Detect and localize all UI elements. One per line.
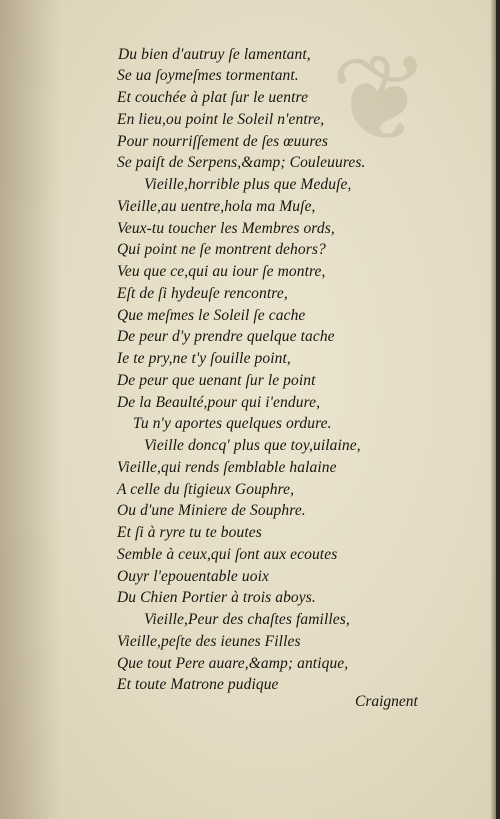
poem-line-4: En lieu,ou point le Soleil n'entre, xyxy=(117,111,325,128)
poem-line-6: Se paiſt de Serpens,&amp; Couleuures. xyxy=(117,154,366,171)
poem-line-13: Que meſmes le Soleil ſe cache xyxy=(117,307,306,324)
poem-line-25: Ouyr l'epouentable uoix xyxy=(117,568,269,585)
poem-line-18: Tu n'y aportes quelques ordure. xyxy=(133,415,332,432)
poem-line-2: Se ua ſoymeſmes tormentant. xyxy=(117,67,299,84)
catchword: Craignent xyxy=(355,693,418,710)
poem-line-16: De peur que uenant ſur le point xyxy=(117,372,316,389)
poem-line-3: Et couchée à plat ſur le uentre xyxy=(117,89,309,106)
show-through-ornament: ❦ xyxy=(330,33,431,166)
poem-line-27: Vieille,Peur des chaſtes familles, xyxy=(144,611,350,628)
poem-line-22: Ou d'une Miniere de Souphre. xyxy=(117,502,306,519)
poem-line-26: Du Chien Portier à trois aboys. xyxy=(117,589,316,606)
poem-line-15: Ie te pry,ne t'y ſouille point, xyxy=(117,350,291,367)
poem-line-21: A celle du ſtigieux Gouphre, xyxy=(117,481,295,498)
poem-line-23: Et ſi à ryre tu te boutes xyxy=(117,524,262,541)
poem-line-8: Vieille,au uentre,hola ma Muſe, xyxy=(117,198,316,215)
poem-line-20: Vieille,qui rends ſemblable halaine xyxy=(117,459,337,476)
poem-line-19: Vieille doncq' plus que toy,uilaine, xyxy=(144,437,361,454)
poem-line-24: Semble à ceux,qui ſont aux ecoutes xyxy=(117,546,338,563)
poem-line-1: Du bien d'autruy ſe lamentant, xyxy=(118,46,311,63)
page-edge xyxy=(490,0,496,819)
poem-line-17: De la Beaulté,pour qui i'endure, xyxy=(117,394,321,411)
poem-line-10: Qui point ne ſe montrent dehors? xyxy=(117,241,326,258)
poem-line-7: Vieille,horrible plus que Meduſe, xyxy=(144,176,352,193)
poem-line-30: Et toute Matrone pudique xyxy=(117,676,279,693)
poem-line-5: Pour nourriſſement de ſes œuures xyxy=(117,133,328,150)
poem-line-14: De peur d'y prendre quelque tache xyxy=(117,328,335,345)
gutter-shadow xyxy=(0,0,60,819)
poem-line-28: Vieille,peſte des ieunes Filles xyxy=(117,633,301,650)
poem-line-12: Eſt de ſi hydeuſe rencontre, xyxy=(117,285,288,302)
poem-line-29: Que tout Pere auare,&amp; antique, xyxy=(117,655,349,672)
poem-line-11: Veu que ce,qui au iour ſe montre, xyxy=(117,263,326,280)
poem-line-9: Veux-tu toucher les Membres ords, xyxy=(117,220,335,237)
